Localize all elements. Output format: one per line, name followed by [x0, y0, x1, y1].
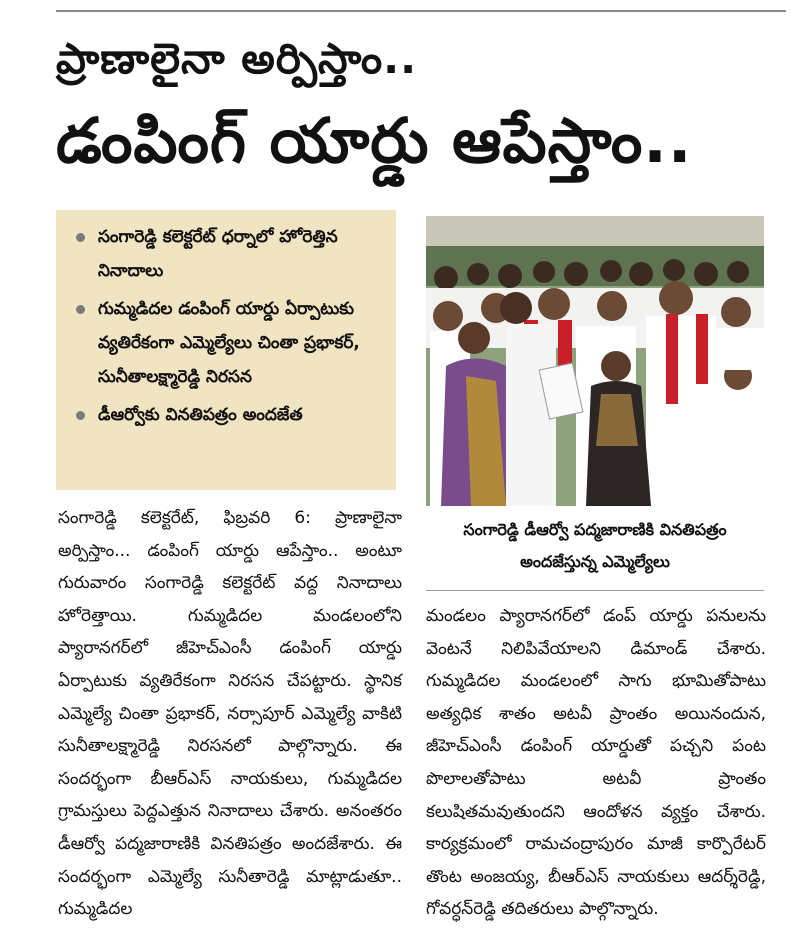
- photo-illustration: [426, 216, 764, 506]
- article-paragraph-left: సంగారెడ్డి కలెక్టరేట్, ఫిబ్రవరి 6: ప్రాణాలైనా అర్పిస్తాం... డంపింగ్ యార్డు ఆపేస్తాం.. అంటూ గురువారం సంగారెడ్డి కలెక్టరేట్ వద్ద నినాదాలు హోరెత్తాయి. గుమ్మడిదల మండలంలోని ప్యారానగర్‌లో జీహెచ్‌ఎంసీ డంపింగ్ యార్డు ఏర్పాటుకు వ్యతిరేకంగా నిరసన చేపట్టారు. స్థానిక ఎమ్మెల్యే చింతా ప్రభాకర్, నర్సాపూర్ ఎమ్మెల్యే వాకిటి సునీతాలక్ష్మారెడ్డి నిరసనలో పాల్గొన్నారు. ఈ సందర్భంగా బీఆర్‌ఎస్ నాయకులు, గుమ్మడిదల గ్రామస్తులు పెద్దఎత్తున నినాదాలు చేశారు. అనంతరం డీఆర్వో పద్మజారాణికి వినతిపత్రం అందజేశారు. ఈ సందర్భంగా ఎమ్మెల్యే సునీతారెడ్డి మాట్లాడుతూ.. గుమ్మడిదల: [58, 508, 402, 920]
- photo-caption: సంగారెడ్డి డీఆర్వో పద్మజారాణికి వినతిపత్రం అందజేస్తున్న ఎమ్మెల్యేలు: [463, 520, 727, 571]
- caption-divider: [426, 590, 764, 591]
- bullet-icon: [76, 411, 85, 420]
- headline-line-1: ప్రాణాలైనా అర్పిస్తాం..: [56, 34, 418, 83]
- article-body-right: [426, 600, 766, 926]
- headline-line-2: డంపింగ్ యార్డు ఆపేస్తాం..: [56, 104, 693, 177]
- summary-point: [70, 292, 384, 394]
- news-photo: [426, 216, 764, 506]
- summary-point: [70, 220, 384, 288]
- summary-point-text: గుమ్మడిదల డంపింగ్ యార్డు ఏర్పాటుకు వ్యతిరేకంగా ఎమ్మెల్యేలు చింతా ప్రభాకర్, సునీతాలక్ష్మారెడ్డి నిరసన: [98, 299, 360, 387]
- article-body-left: [58, 502, 402, 926]
- bullet-icon: [76, 305, 85, 314]
- bullet-icon: [76, 233, 85, 242]
- summary-point: [70, 398, 384, 432]
- top-rule: [56, 10, 786, 12]
- summary-list: [70, 220, 384, 432]
- summary-box: [56, 210, 396, 490]
- summary-point-text: సంగారెడ్డి కలెక్టరేట్ ధర్నాలో హోరెత్తిన నినాదాలు: [98, 227, 338, 281]
- summary-point-text: డీఆర్వోకు వినతిపత్రం అందజేత: [98, 405, 303, 425]
- article-paragraph-right: మండలం ప్యారానగర్‌లో డంప్ యార్డు పనులను వెంటనే నిలిపివేయాలని డిమాండ్ చేశారు. గుమ్మడిదల మండలంలో సాగు భూమితోపాటు అత్యధిక శాతం అటవీ ప్రాంతం అయినందున, జీహెచ్‌ఎంసీ డంపింగ్ యార్డుతో పచ్చని పంట పొలాలతోపాటు అటవీ ప్రాంతం కలుషితమవుతుందని ఆందోళన వ్యక్తం చేశారు. కార్యక్రమంలో రామచంద్రాపురం మాజీ కార్పొరేటర్ తొంట అంజయ్య, బీఆర్‌ఎస్ నాయకులు ఆదర్శ్‌రెడ్డి, గోవర్ధన్‌రెడ్డి తదితరులు పాల్గొన్నారు.: [426, 606, 766, 920]
